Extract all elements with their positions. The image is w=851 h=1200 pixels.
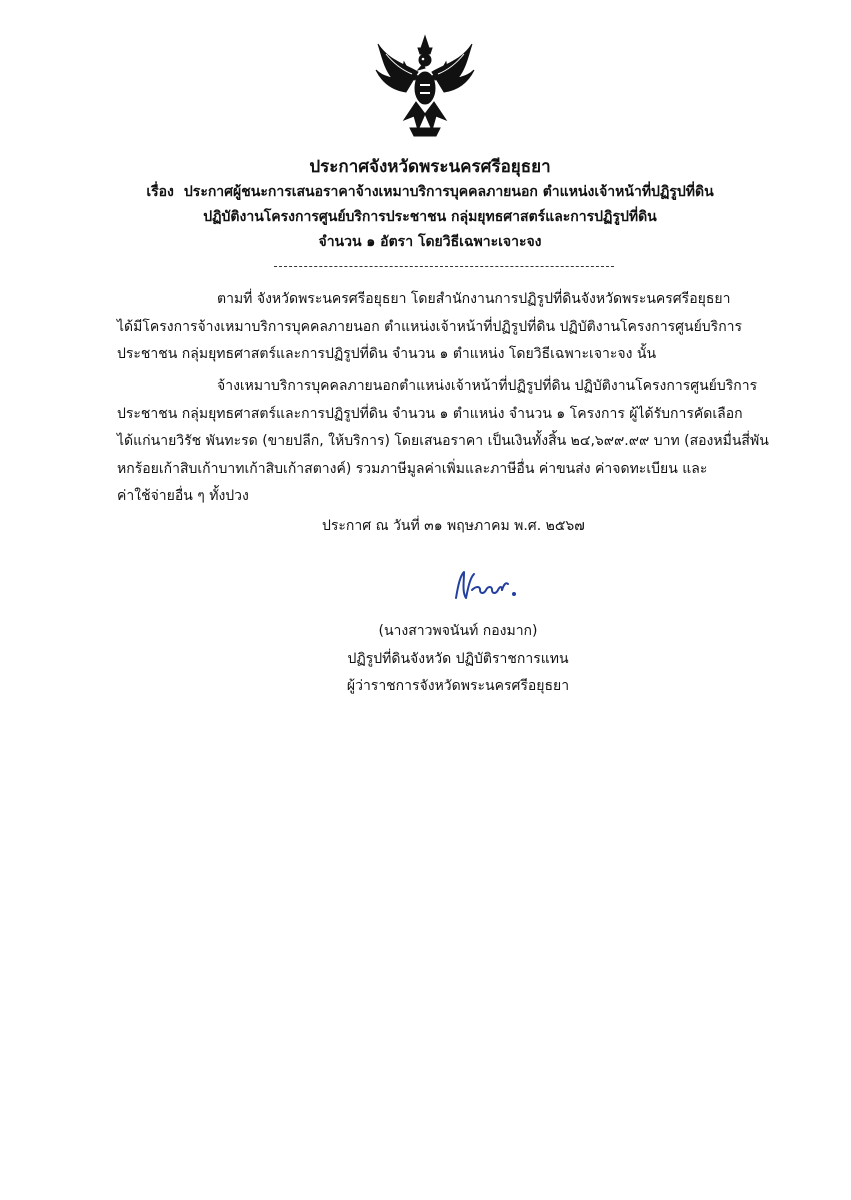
subject-line-1 [120, 180, 740, 205]
paragraph-line: ประชาชน กลุ่มยุทธศาสตร์และการปฏิรูปที่ดิน จำนวน ๑ ตำแหน่ง โดยวิธีเฉพาะเจาะจง นั้น [117, 346, 657, 362]
handwritten-signature-icon [452, 568, 522, 604]
announce-date: ประกาศ ณ วันที่ ๓๑ พฤษภาคม พ.ศ. ๒๕๖๗ [322, 518, 585, 534]
document-title: ประกาศจังหวัดพระนครศรีอยุธยา [309, 157, 551, 177]
subject-text-1: ประกาศผู้ชนะการเสนอราคาจ้างเหมาบริการบุคคลภายนอก ตำแหน่งเจ้าหน้าที่ปฏิรูปที่ดิน [183, 184, 714, 200]
signer-organization: ผู้ว่าราชการจังหวัดพระนครศรีอยุธยา [346, 678, 570, 694]
subject-label: เรื่อง [146, 184, 174, 200]
paragraph-line: ตามที่ จังหวัดพระนครศรีอยุธยา โดยสำนักงานการปฏิรูปที่ดินจังหวัดพระนครศรีอยุธยา [217, 291, 731, 307]
signer-name: (นางสาวพจนันท์ กองมาก) [378, 623, 538, 639]
paragraph-line: ได้มีโครงการจ้างเหมาบริการบุคคลภายนอก ตำแหน่งเจ้าหน้าที่ปฏิรูปที่ดิน ปฏิบัติงานโครงการศูนย์บริการ [117, 318, 743, 335]
document-heading [120, 154, 740, 255]
subject-line-3: จำนวน ๑ อัตรา โดยวิธีเฉพาะเจาะจง [318, 234, 542, 250]
paragraph-whereas [117, 286, 781, 369]
heading-divider [274, 266, 614, 267]
paragraph-line: ค่าใช้จ่ายอื่น ๆ ทั้งปวง [117, 488, 249, 504]
subject-line-2: ปฏิบัติงานโครงการศูนย์บริการประชาชน กลุ่มยุทธศาสตร์และการปฏิรูปที่ดิน [203, 209, 657, 225]
paragraph-line: จ้างเหมาบริการบุคคลภายนอกตำแหน่งเจ้าหน้าที่ปฏิรูปที่ดิน ปฏิบัติงานโครงการศูนย์บริการ [217, 378, 758, 394]
paragraph-line: ได้แก่นายวิรัช พันทะรด (ขายปลีก, ให้บริการ) โดยเสนอราคา เป็นเงินทั้งสิ้น ๒๔,๖๙๙.๙๙ บาท (สองหมื่นสี่พัน [117, 433, 769, 449]
paragraph-award [117, 373, 781, 511]
signatory-block [318, 618, 598, 701]
paragraph-line: ประชาชน กลุ่มยุทธศาสตร์และการปฏิรูปที่ดิน จำนวน ๑ ตำแหน่ง จำนวน ๑ โครงการ ผู้ได้รับการคัดเลือก [117, 405, 743, 422]
garuda-emblem-icon [374, 34, 476, 138]
signer-position: ปฏิรูปที่ดินจังหวัด ปฏิบัติราชการแทน [347, 650, 569, 667]
paragraph-line: หกร้อยเก้าสิบเก้าบาทเก้าสิบเก้าสตางค์) รวมภาษีมูลค่าเพิ่มและภาษีอื่น ค่าขนส่ง ค่าจดทะเบียน และ [117, 460, 708, 477]
